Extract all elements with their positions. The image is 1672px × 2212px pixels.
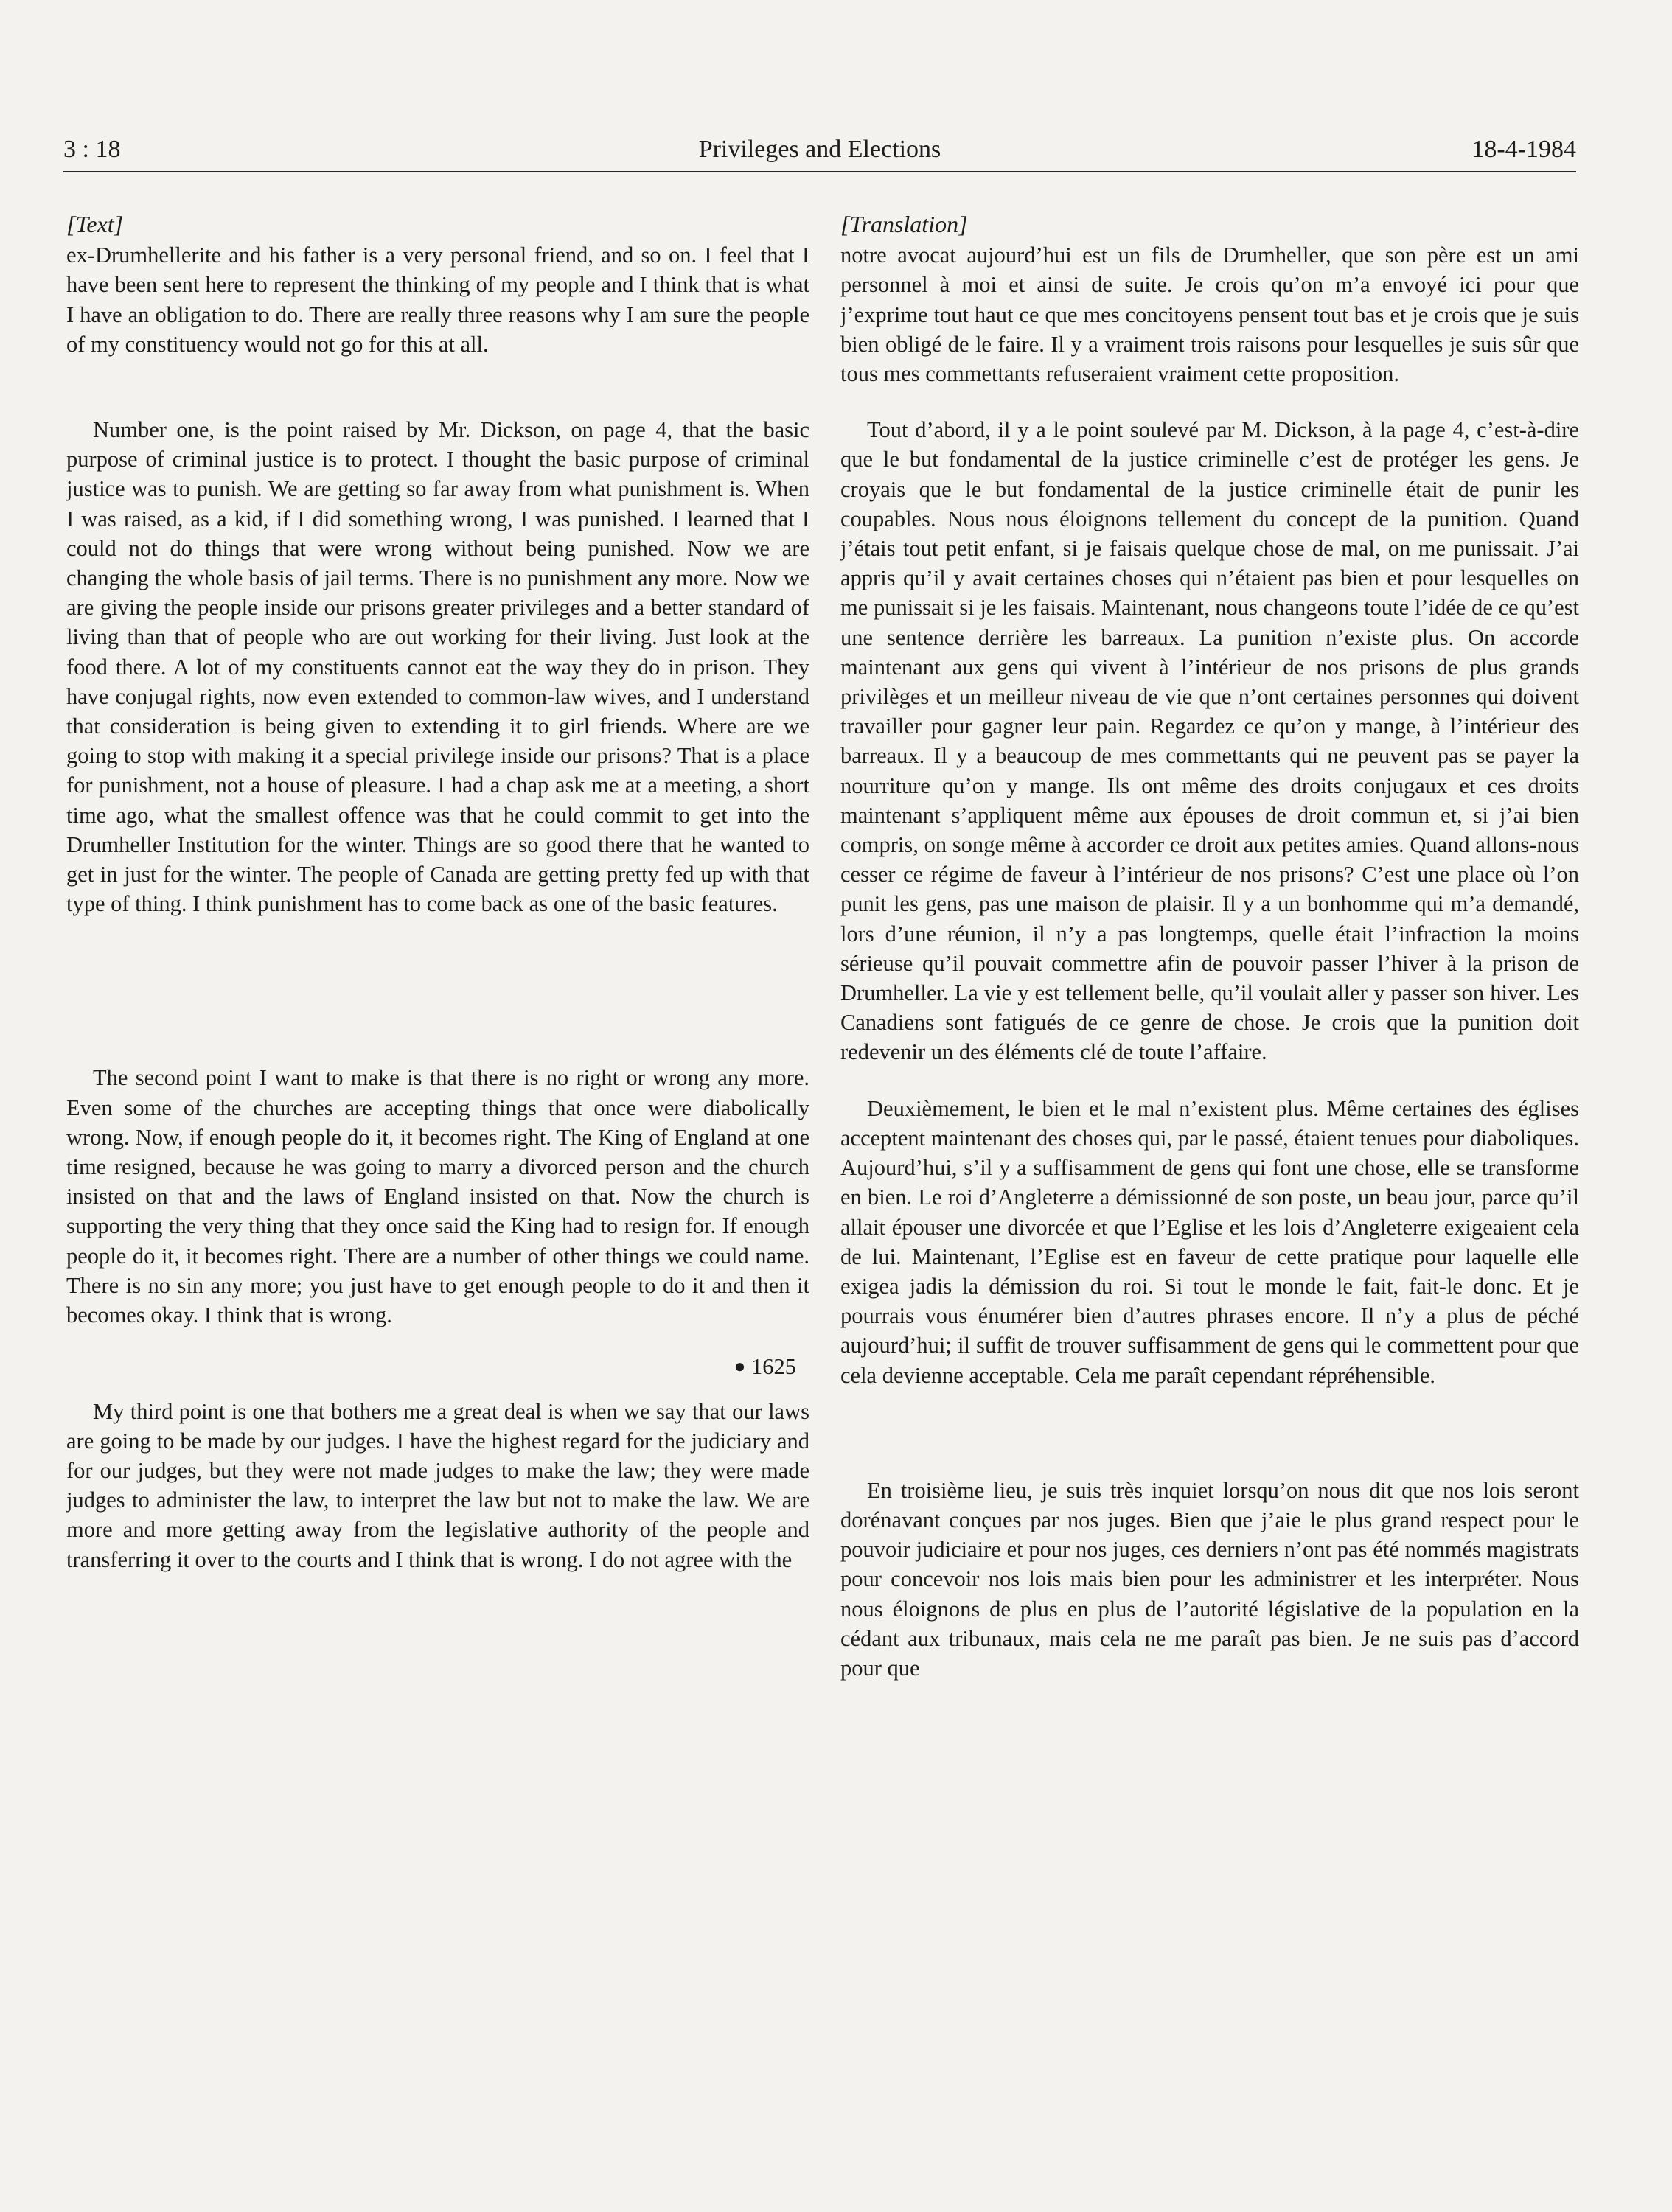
french-column — [840, 206, 1579, 1683]
paragraph: En troisième lieu, je suis très inquiet lorsqu’on nous dit que nos lois seront dorénavant conçues par nos juges. Bien que j’aie le plus grand respect pour le pouvoir judiciaire et pour nos juges, ces derniers n’ont pas été nommés magistrats pour concevoir nos lois mais bien pour les administrer et les interpréter. Nous nous éloignons de plus en plus de l’autorité législative de la population en la cédant aux tribunaux, mais cela ne me paraît pas bien. Je ne suis pas d’accord pour que — [840, 1477, 1579, 1681]
page-reference: 3 : 18 — [63, 136, 121, 163]
paragraph: ex-Drumhellerite and his father is a very personal friend, and so on. I feel that I have been sent here to represent the thinking of my people and I think that is what I have an obligation to do. There are really three reasons why I am sure the people of my constituency would not go for this at all. — [66, 243, 809, 357]
time-marker-value: 1625 — [751, 1354, 796, 1380]
page-header — [63, 133, 1576, 172]
paragraph: My third point is one that bothers me a great deal is when we say that our laws are going to be made by our judges. I have the highest regard for the judiciary and for our judges, but they were not made judges to make the law; they were made judges to administer the law, to interpret the law but not to make the law. We are more and more getting away from the legislative authority of the people and transferring it over to the courts and I think that is wrong. I do not agree with the — [66, 1398, 809, 1572]
paragraph: Number one, is the point raised by Mr. Dickson, on page 4, that the basic purpose of criminal justice is to protect. I thought the basic purpose of criminal justice was to punish. We are getting so far away from what punishment is. When I was raised, as a kid, if I did something wrong, I was punished. I learned that I could not do things that were wrong without being punished. Now we are changing the whole basis of jail terms. There is no punishment any more. Now we are giving the people inside our prisons greater privileges and a better standard of living than that of people who are out working for their living. Just look at the food there. A lot of my constituents cannot eat the way they do in prison. They have conjugal rights, now even extended to common-law wives, and I understand that consideration is being given to extending it to girl friends. Where are we going to stop with making it a special privilege inside our prisons? That is a place for punishment, not a house of pleasure. I had a chap ask me at a meeting, a short time ago, what the smallest offence was that he could commit to get into the Drumheller Institution for the winter. Things are so good there that he wanted to get in just for the winter. The people of Canada are getting pretty fed up with that type of thing. I think punishment has to come back as one of the basic features. — [66, 417, 809, 917]
time-marker — [66, 1352, 809, 1381]
paragraph: The second point I want to make is that there is no right or wrong any more. Even some of the churches are accepting things that once were diabolically wrong. Now, if enough people do it, it becomes right. The King of England at one time resigned, because he was going to marry a divorced person and the church insisted on that and the laws of England insisted on that. Now the church is supporting the very thing that they once said the King had to resign for. If enough people do it, it becomes right. There are a number of other things we could name. There is no sin any more; you just have to get enough people to do it and then it becomes okay. I think that is wrong. — [66, 1065, 809, 1328]
bullet-icon: ● — [734, 1356, 746, 1378]
translation-tag: [Translation] — [840, 211, 968, 237]
paragraph: notre avocat aujourd’hui est un fils de Drumheller, que son père est un ami personnel à moi et ainsi de suite. Je crois qu’on m’a envoyé ici pour que j’exprime tout haut ce que mes concitoyens pensent tout bas et je crois que je suis bien obligé de le faire. Il y a vraiment trois raisons pour lesquelles je suis sûr que tous mes commettants refuseraient vraiment cette proposition. — [840, 243, 1579, 387]
running-title: Privileges and Elections — [698, 136, 941, 163]
english-column — [66, 206, 809, 1574]
paragraph: Deuxièmement, le bien et le mal n’existent plus. Même certaines des églises acceptent maintenant des choses qui, par le passé, étaient tenues pour diaboliques. Aujourd’hui, s’il y a suffisamment de gens qui font une chose, elle se transforme en bien. Le roi d’Angleterre a démissionné de son poste, un beau jour, parce qu’il allait épouser une divorcée et que l’Eglise et les lois d’Angleterre exigeaient cela de lui. Maintenant, l’Eglise est en faveur de cette pratique pour laquelle elle exigea jadis la démission du roi. Si tout le monde le fait, fait-le donc. Et je pourrais vous énumérer bien d’autres phrases encore. Il n’y a plus de péché aujourd’hui; il suffit de trouver suffisamment de gens qui le commettent pour que cela devienne acceptable. Cela me paraît cependant répréhensible. — [840, 1095, 1579, 1388]
paragraph: Tout d’abord, il y a le point soulevé par M. Dickson, à la page 4, c’est-à-dire que le but fondamental de la justice criminelle c’est de protéger les gens. Je croyais que le but fondamental de la justice criminelle était de punir les coupables. Nous nous éloignons tellement du concept de la punition. Quand j’étais tout petit enfant, si je faisais quelque chose de mal, on me punissait. J’ai appris qu’il y avait certaines choses qui n’étaient pas bien et pour lesquelles on me punissait si je les faisais. Maintenant, nous changeons toute l’idée de ce qu’est une sentence derrière les barreaux. La punition n’existe plus. On accorde maintenant aux gens qui vivent à l’intérieur de nos prisons de plus grands privilèges et un meilleur niveau de vie que n’ont certaines personnes qui doivent travailler pour gagner leur pain. Regardez ce qu’on y mange, à l’intérieur des barreaux. Il y a beaucoup de mes commettants qui ne peuvent pas se payer la nourriture qu’on y mange. Ils ont même des droits conjugaux et ces droits maintenant s’appliquent même aux épouses de droit commun et, si j’ai bien compris, on songe même à accorder ce droit aux petites amies. Quand allons-nous cesser ce régime de faveur à l’intérieur de nos prisons? C’est une place où l’on punit les gens, pas une maison de plaisir. Il y a un bonhomme qui m’a demandé, lors d’une réunion, il n’y a pas longtemps, quelle était l’infraction la moins sérieuse qu’il pouvait commettre afin de pouvoir passer l’hiver à la prison de Drumheller. La vie y est tellement belle, qu’il voulait aller y passer son hiver. Les Canadiens sont fatigués de ce genre de chose. Je crois que la punition doit redevenir un des éléments clé de toute l’affaire. — [840, 417, 1579, 1065]
page-date: 18-4-1984 — [1471, 136, 1576, 163]
text-tag: [Text] — [66, 211, 124, 237]
